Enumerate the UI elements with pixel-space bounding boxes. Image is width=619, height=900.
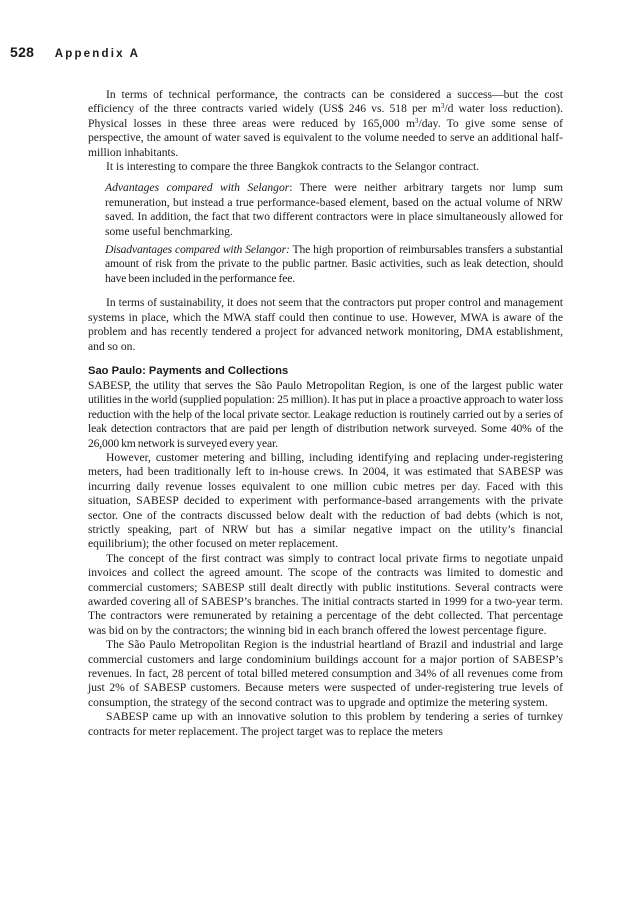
advantages-paragraph: Advantages compared with Selangor: There were neither arbitrary targets nor lump sum remuneration, but instead a true performance-based element, based on the actual volume of NRW saved. In addition, the fact that two different contractors were in place simultaneously allowed for some useful benchmarking.	[105, 181, 563, 238]
paragraph-metropolitan-region: The São Paulo Metropolitan Region is the industrial heartland of Brazil and industrial and large commercial customers and large condominium buildings account for a major portion of SABESP’s revenues. In fact, 28 percent of total billed metered consumption and 34% of all revenues come from just 2% of SABESP customers. Because meters were suspected of under-registering true levels of consumption, the strategy of the second contract was to upgrade and optimize the metering system.	[88, 638, 563, 709]
paragraph-comparison-intro: It is interesting to compare the three Bangkok contracts to the Selangor contract.	[106, 160, 480, 174]
section-heading: Sao Paulo: Payments and Collections	[88, 364, 289, 377]
running-head: Appendix A	[54, 48, 141, 60]
page-body	[88, 88, 563, 739]
disadvantages-paragraph: Disadvantages compared with Selangor: The high proportion of reimbursables transfers a substantial amount of risk from the private to the public partner. Basic activities, such as leak detection, should have been included in the performance fee.	[105, 243, 563, 285]
page-number: 528	[10, 44, 35, 60]
paragraph-sustainability: In terms of sustainability, it does not seem that the contractors put proper control and management systems in place, which the MWA staff could then continue to use. However, MWA is aware of the problem and has recently tendered a project for advanced network monitoring, DMA establishment, and so on.	[88, 296, 563, 353]
paragraph-first-contract: The concept of the first contract was simply to contract local private firms to negotiate unpaid invoices and collect the agreed amount. The scope of the contracts was limited to domestic and commercial customers; SABESP still dealt directly with public institutions. Several contracts were awarded covering all of SABESP’s branches. The initial contracts started in 1999 for a two-year term. The contractors were remunerated by retaining a percentage of the debt collected. That percentage was bid on by the contractors; the winning bid in each branch offered the lowest percentage figure.	[88, 551, 563, 637]
paragraph-technical-performance: In terms of technical performance, the contracts can be considered a success—but the cost efficiency of the three contracts varied widely (US$ 246 vs. 518 per $m^3/d$ water loss reduction). Physical losses in these three areas were reduced by 165,000 $m^3$/day. To give some sense of perspective, the amount of water saved is equivalent to the volume needed to serve an additional half-million inhabitants.	[88, 88, 563, 159]
paragraph-turnkey-contracts: SABESP came up with an innovative solution to this problem by tendering a series of turnkey contracts for meter replacement. The project target was to replace the meters	[88, 710, 563, 738]
paragraph-sabesp-intro: SABESP, the utility that serves the São Paulo Metropolitan Region, is one of the largest public water utilities in the world (supplied population: 25 million). It has put in place a proactive approach to water loss reduction with the help of the local private sector. Leakage reduction is routinely carried out by a series of leak detection contractors that are paid per length of distribution network surveyed. Some 40% of the 26,000 km network is surveyed every year.	[88, 378, 563, 450]
advantages-label: Advantages compared with Selangor	[105, 181, 290, 195]
paragraph-metering-billing: However, customer metering and billing, including identifying and replacing under-registering meters, had been traditionally left to in-house crews. In 2004, it was estimated that SABESP was incurring daily revenue losses equivalent to one million cubic metres per day. Faced with this situation, SABESP decided to experiment with performance-based arrangements with the private sector. One of the contracts discussed below dealt with the reduction of bad debts (which is not, strictly speaking, part of NRW but has a similar negative impact on the utility’s financial equilibrium); the other focused on meter replacement.	[88, 450, 563, 551]
comparison-block	[105, 181, 563, 286]
page-header	[10, 44, 140, 62]
disadvantages-label: Disadvantages compared with Selangor:	[105, 243, 290, 257]
